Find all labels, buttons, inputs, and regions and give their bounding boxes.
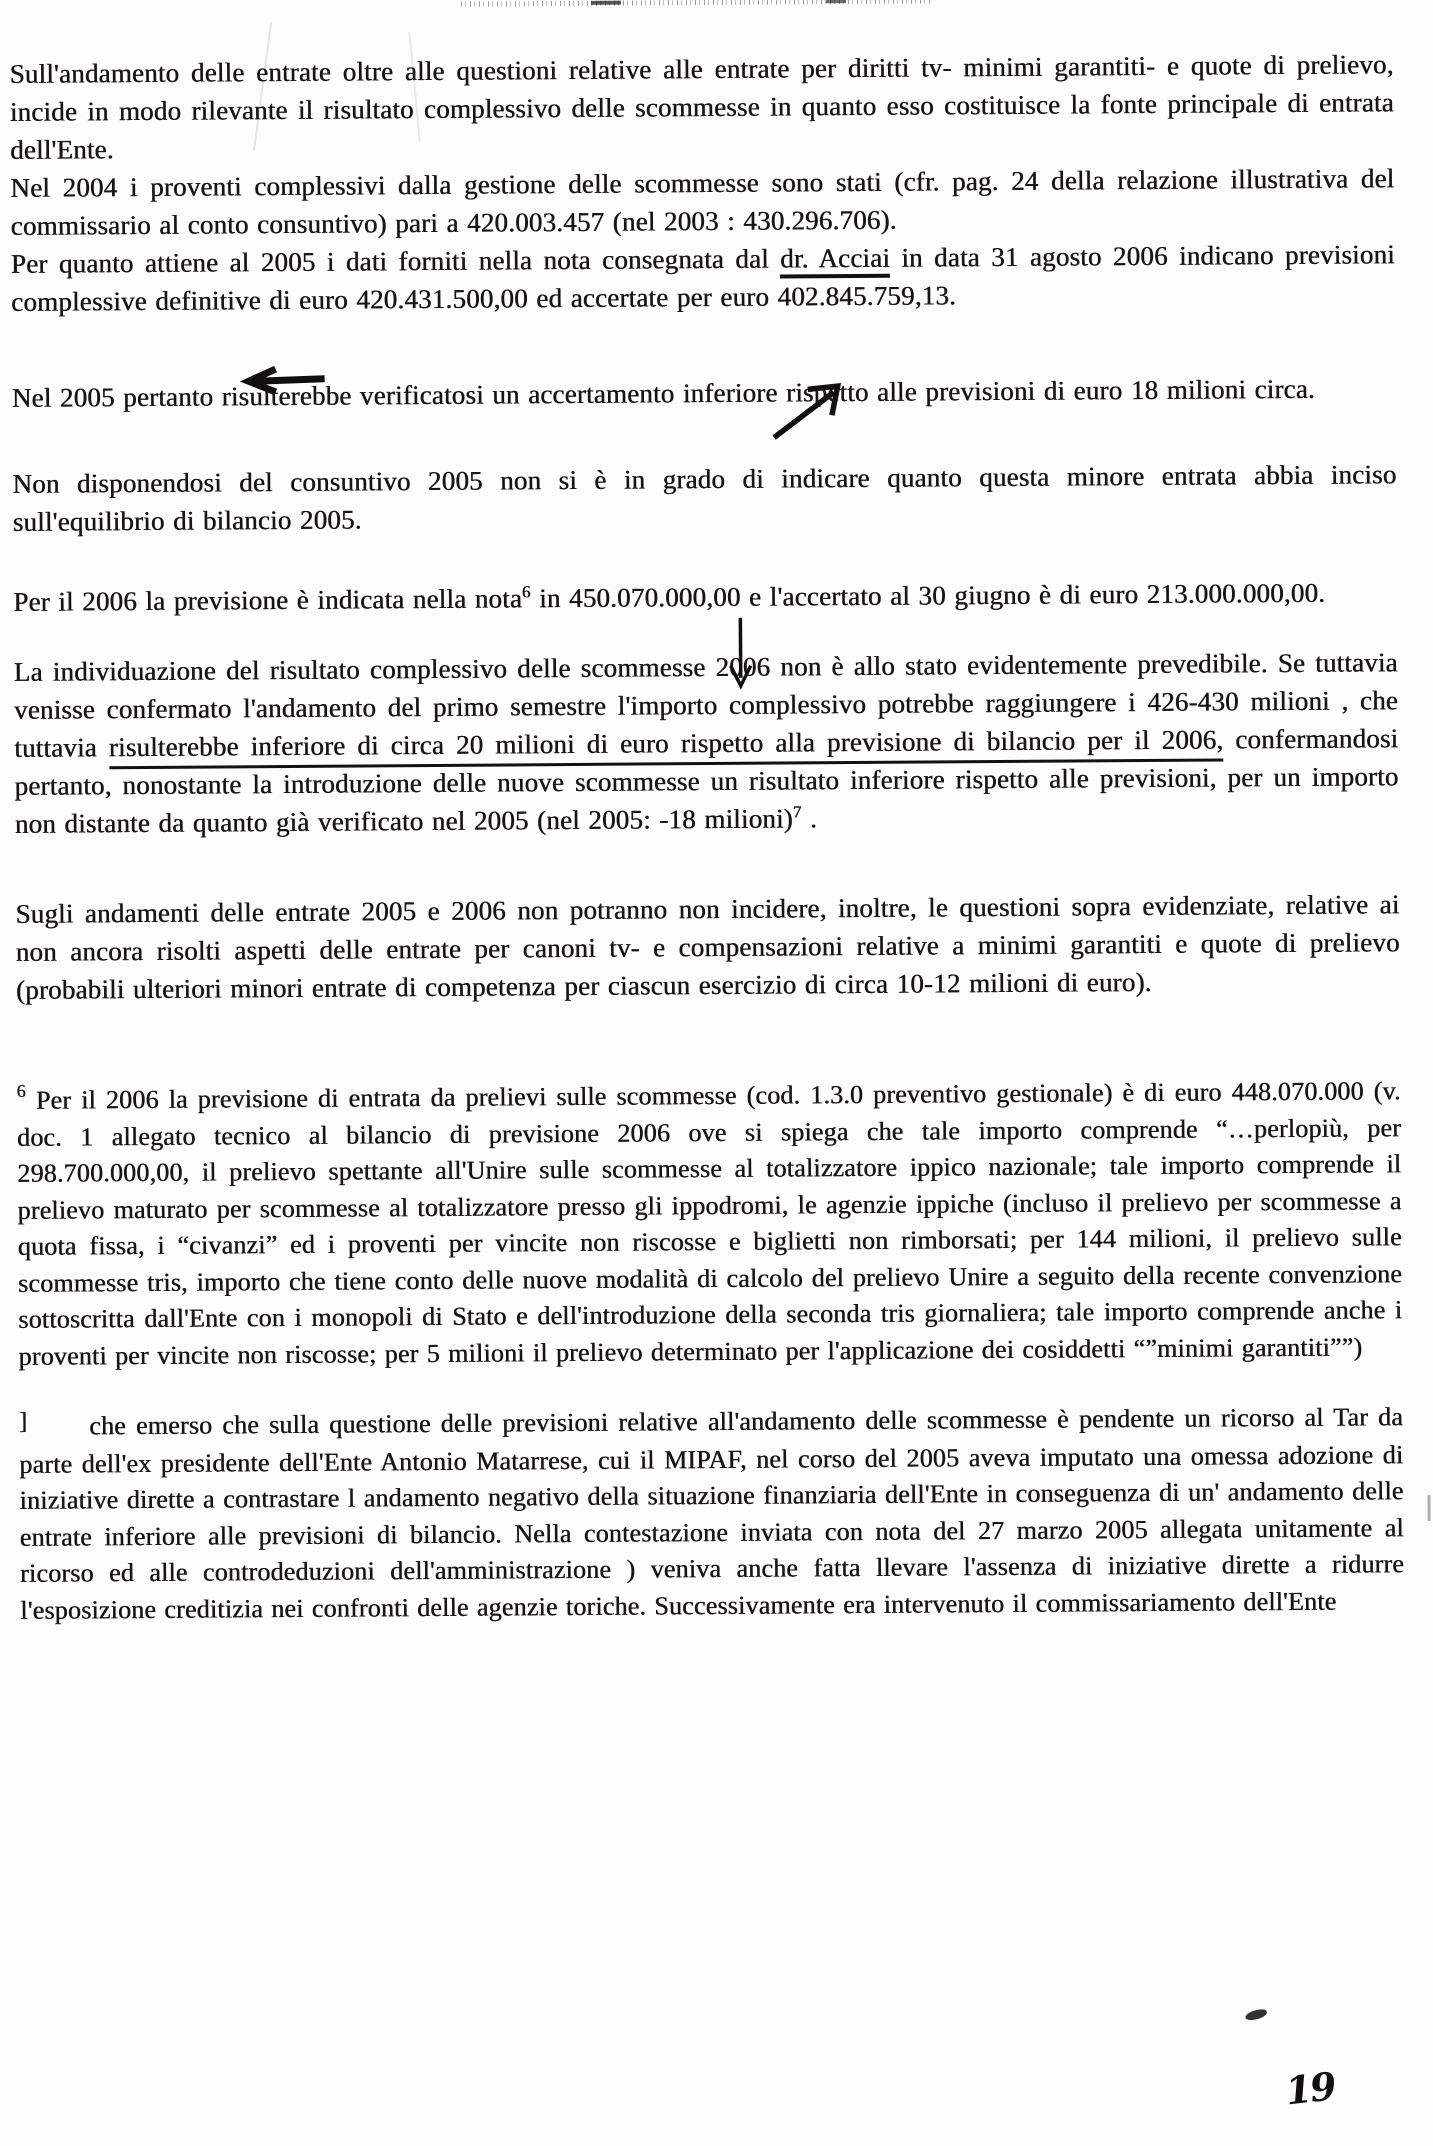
- hand-arrow-up-right-icon: [768, 379, 848, 442]
- body-paragraph-consuntivo-2005: Non disponendosi del consuntivo 2005 non si è in grado di indicare quanto questa minore entrata abbia inciso sull'equilibrio di bilancio 2005.: [12, 455, 1396, 541]
- footnote-7-reference: 7: [793, 802, 802, 821]
- footnote-7: [19, 1399, 1405, 1629]
- paragraph-text: Per quanto attiene al 2005 i dati forniti nella nota consegnata dal: [11, 244, 780, 279]
- body-paragraph-entrate-overview: Sull'andamento delle entrate oltre alle questioni relative alle entrate per diritti tv- minimi garantiti- e quote di prelievo, incide in modo rilevante il risultato complessivo delle scommesse in quanto esso costituisce la fonte principale di entrata dell'Ente.: [9, 45, 1394, 169]
- underlined-passage-20-milioni: risulterebbe inferiore di circa 20 milioni di euro rispetto alla previsione di bilancio per il 2006,: [109, 724, 1224, 769]
- paragraph-text: confermandosi pertanto, nonostante la introduzione delle nuove scommesse un risultato inferiore rispetto alle previsioni, per un importo non distante da quanto già verificato nel 2005 (nel 2005: -18 milioni): [14, 723, 1398, 839]
- body-paragraph-andamenti-entrate: Sugli andamenti delle entrate 2005 e 2006 non potranno non incidere, inoltre, le questioni sopra evidenziate, relative ai non ancora risolti aspetti delle entrate per canoni tv- e compensazioni relative a minimi garantiti e quote di prelievo (probabili ulteriori minori entrate di competenza per ciascun esercizio di circa 10-12 milioni di euro).: [15, 885, 1400, 1009]
- scan-edge-mark: [1427, 1495, 1430, 1521]
- paragraph-text: La individuazione del risultato complessivo delle scommesse 2006 non è allo stato evidentemente prevedibile. Se tuttavia venisse confermato l'andamento del primo semestre l'importo complessivo potrebbe raggiungere i 426-430 milioni , che tuttavia: [14, 647, 1398, 763]
- body-paragraph-accertamento-2005: Nel 2005 pertanto risulterebbe verificatosi un accertamento inferiore rispetto alle previsioni di euro 18 milioni circa.: [12, 369, 1396, 417]
- body-paragraph-nota-acciai: [11, 235, 1395, 321]
- footnote-6-text: Per il 2006 la previsione di entrata da prelievi sulle scommesse (cod. 1.3.0 preventivo gestionale) è di euro 448.070.000 (v. doc. 1 allegato tecnico al bilancio di previsione 2006 ove si spiega che tale importo comprende “…perlopiù, per 298.700.000,00, il prelievo spettante all'Unire sulle scommesse al totalizzatore ippico nazionale; tale importo comprende il prelievo maturato per scommesse al totalizzatore presso gli ippodromi, le agenzie ippiche (incluso il prelievo per scommesse a quota fissa, i “civanzi” ed i proventi per vincite non riscosse e biglietti non rimborsati; per 144 milioni, il prelievo sulle scommesse tris, importo che tiene conto delle nuove modalità di calcolo del prelievo Unire a seguito della recente convenzione sottoscritta dall'Ente con i monopoli di Stato e dell'introduzione della seconda tris giornaliera; tale importo comprende anche i proventi per vincite non riscosse; per 5 milioni il prelievo determinato per l'applicazione dei cosiddetti “”minimi garantiti””): [17, 1076, 1402, 1370]
- body-paragraph-risultato-scommesse-2006: [14, 643, 1399, 843]
- footnote-7-text: che emerso che sulla questione delle previsioni relative all'andamento delle scommesse è pendente un ricorso al Tar da parte dell'ex presidente dell'Ente Antonio Matarrese, cui il MIPAF, nel corso del 2005 aveva imputato una omessa adozione di iniziative dirette a contrastare l andamento negativo della situazione finanziaria dell'Ente in conseguenza di un' andamento delle entrate inferiore alle previsioni di bilancio. Nella contestazione inviata con nota del 27 marzo 2005 allegata unitamente al ricorso ed alle controdeduzioni dell'amministrazione ) veniva anche fatta llevare l'assenza di iniziative dirette a ridurre l'esposizione creditizia nei confronti delle agenzie toriche. Successivamente era intervenuto il commissariamento dell'Ente: [19, 1402, 1404, 1624]
- hand-arrow-down-icon: [725, 616, 756, 692]
- footnote-6: [16, 1063, 1402, 1375]
- body-paragraph-proventi-2004: Nel 2004 i proventi complessivi dalla gestione delle scommesse sono stati (cfr. pag. 24 della relazione illustrativa del commissario al conto consuntivo) pari a 420.003.457 (nel 2003 : 430.296.706).: [10, 159, 1394, 245]
- paragraph-text: .: [801, 803, 817, 833]
- paragraph-text: Per il 2006 la previsione è indicata nella nota: [13, 583, 522, 617]
- footnote-7-marker: ]: [19, 1404, 27, 1441]
- body-paragraph-previsione-2006: [13, 573, 1397, 621]
- text-column: [9, 45, 1404, 1629]
- footnote-6-marker: 6: [17, 1081, 26, 1101]
- paragraph-text: in data 31 agosto 2006 indicano previsioni complessive definitive di euro 420.431.500,00 ed accertate per euro 402.845.759,13.: [11, 239, 1395, 317]
- scan-noise-dash: [826, 0, 846, 3]
- hand-arrow-left-icon: [236, 365, 328, 396]
- scan-noise-top-edge: [461, 0, 931, 7]
- ink-blot: [1244, 2008, 1267, 2022]
- scan-noise-dash: [591, 1, 621, 5]
- page-number: 19: [1283, 2063, 1337, 2113]
- hand-underlined-dr-acciai: dr. Acciai: [780, 243, 890, 279]
- footnote-6-reference: 6: [522, 582, 531, 601]
- paragraph-text: in 450.070.000,00 e l'accertato al 30 giugno è di euro 213.000.000,00.: [531, 578, 1326, 614]
